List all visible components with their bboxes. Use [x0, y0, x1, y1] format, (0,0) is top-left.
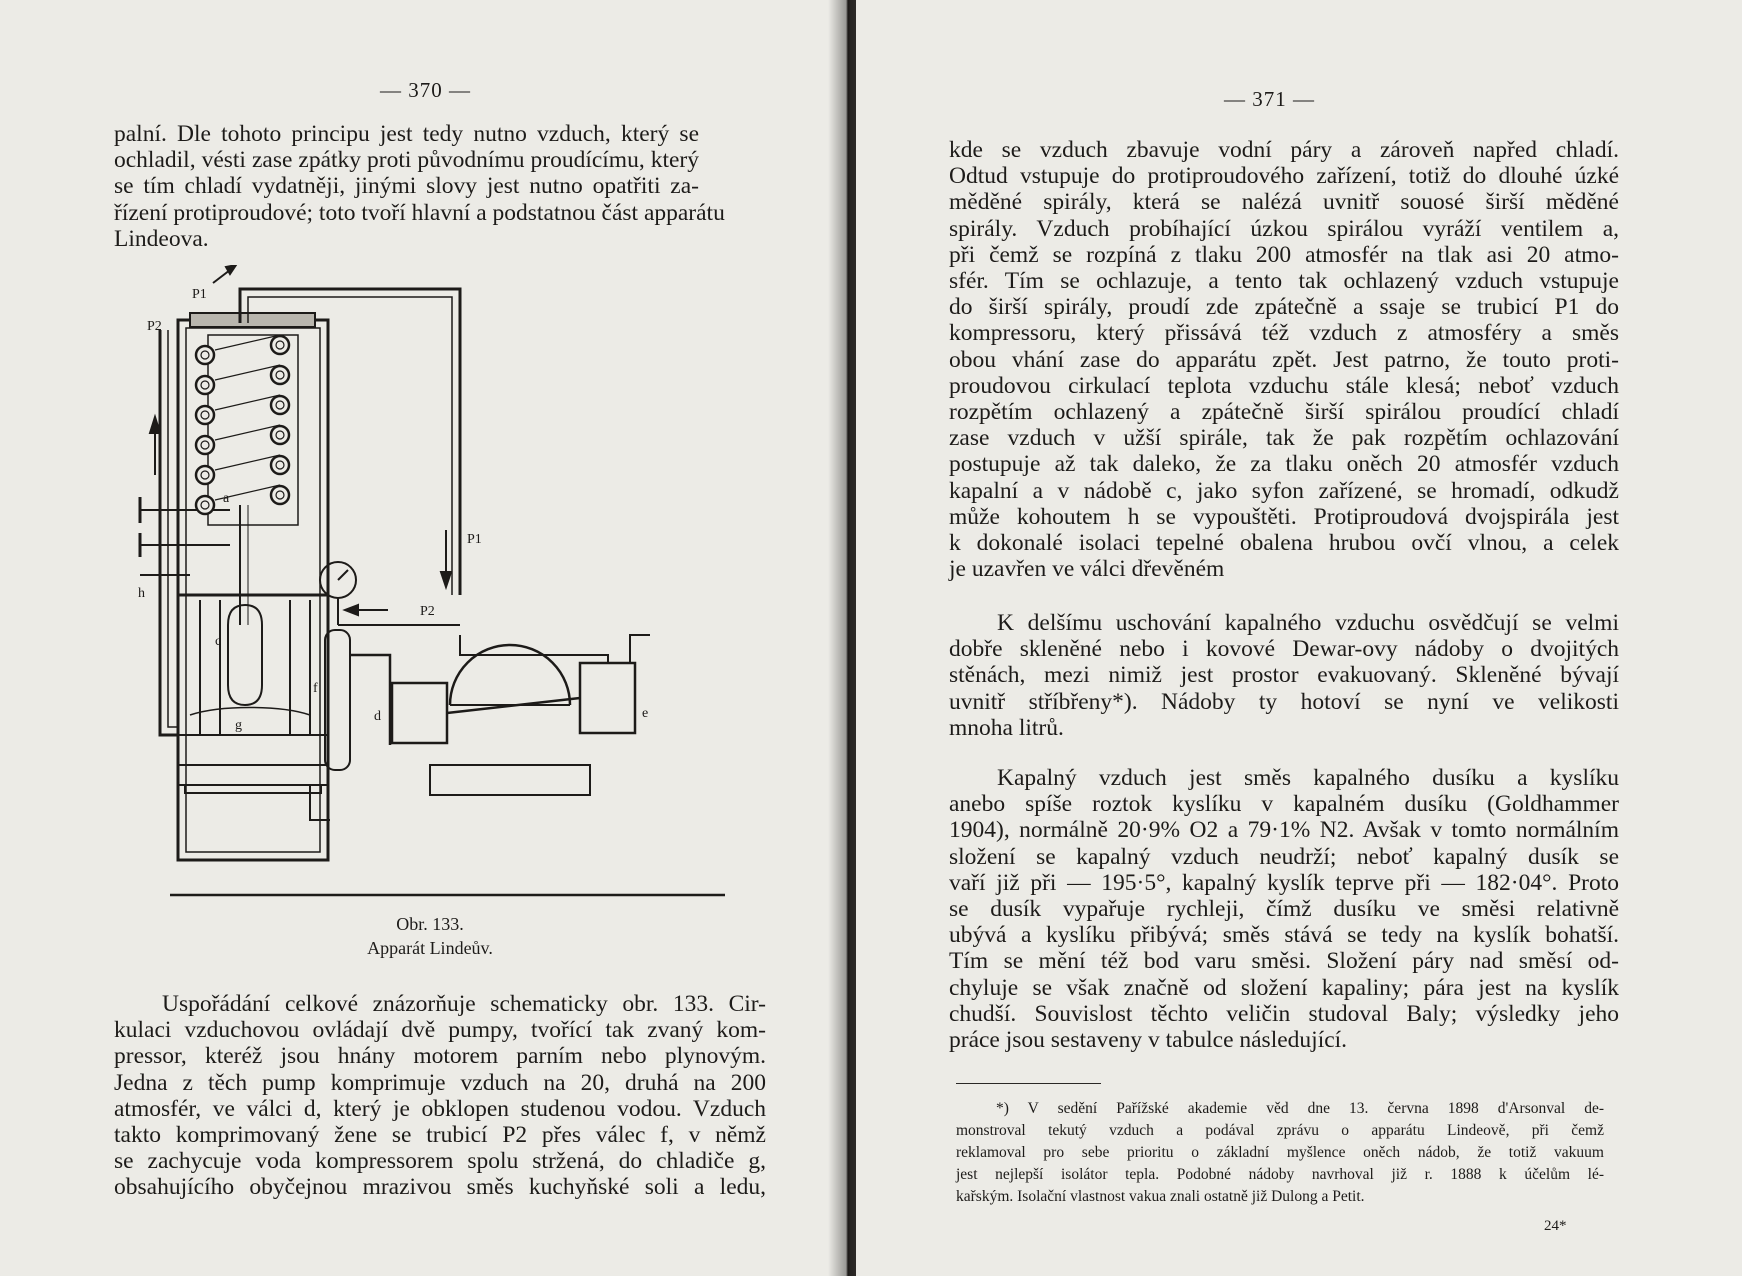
- text-line: je uzavřen ve válci dřevěném: [949, 556, 1225, 583]
- linde-apparatus-figure: [130, 265, 730, 905]
- text-line: 1904), normálně 20·9% O2 a 79·1% N2. Avšak v tomto normálním: [949, 817, 1619, 844]
- text-line: obsahujícího obyčejnou mrazivou směs kuchyňské soli a ledu,: [114, 1174, 766, 1201]
- figure-label-e: e: [642, 706, 649, 721]
- text-line: kulaci vzduchovou ovládají dvě pumpy, tvořící tak zvaný kom-: [114, 1017, 766, 1044]
- footnote-line: reklamoval pro sebe prioritu o základní myšlence oněch nádob, že totiž vakuum: [956, 1144, 1604, 1161]
- page-number-left: — 370 —: [380, 78, 471, 102]
- text-line: sfér. Tím se ochlazuje, a tento tak ochlazený vzduch vstupuje: [949, 268, 1619, 295]
- text-line: při čemž se rozpíná z tlaku 200 atmosfér na tlak asi 20 atmo-: [949, 241, 1619, 268]
- text-line: stěnách, mezi nimiž jest prostor evakuovaný. Skleněné bývají: [949, 662, 1619, 689]
- figure-label-h: h: [138, 586, 145, 601]
- text-line: vaří již při — 195·5°, kapalný kyslík teprve při — 182·04°. Proto: [949, 869, 1619, 896]
- text-line: práce jsou sestaveny v tabulce následující.: [949, 1027, 1348, 1054]
- text-line: mnoha litrů.: [949, 714, 1064, 741]
- left-page: [0, 0, 848, 1276]
- text-line: K delšímu uschování kapalného vzduchu osvědčují se velmi: [997, 610, 1619, 636]
- text-line: měděné spirály, která se nalézá uvnitř souosé širší měděné: [949, 189, 1619, 216]
- text-line: takto komprimovaný žene se trubicí P2 přes válec f, v němž: [114, 1122, 766, 1149]
- text-line: Odtud vstupuje do protiproudového zařízení, totiž do dlouhé úzké: [949, 163, 1619, 190]
- text-line: uvnitř stříbřeny*). Nádoby ty hotoví se nyní ve velikosti: [949, 688, 1619, 715]
- text-line: se tím chladí vydatněji, jinými slovy jest nutno opatřiti za-: [114, 173, 699, 200]
- text-line: dobře skleněné nebo i kovové Dewar-ovy nádoby o dvojitých: [949, 636, 1619, 663]
- text-line: obou vhání zase do apparátu zpět. Jest patrno, že touto proti-: [949, 346, 1619, 373]
- text-line: Tím se mění též bod varu směsi. Složení páry nad směsí od-: [949, 948, 1619, 975]
- signature-mark: 24*: [1544, 1218, 1567, 1234]
- text-line: Uspořádání celkové znázorňuje schematicky obr. 133. Cir-: [162, 991, 766, 1017]
- text-line: chyluje se však značně od složení kapaliny; pára jest na kyslík: [949, 974, 1619, 1001]
- text-line: se zachycuje voda kompressorem spolu stržená, do chladiče g,: [114, 1148, 766, 1175]
- figure-label-a: a: [223, 491, 230, 506]
- text-line: ochladil, vésti zase zpátky proti původnímu proudícímu, který: [114, 147, 699, 174]
- figure-caption-number: Obr. 133.: [396, 914, 464, 934]
- text-line: pressor, kteréž jsou hnány motorem parním nebo plynovým.: [114, 1043, 766, 1070]
- text-line: se dusík vypařuje rychleji, čímž dusíku ve směsi relativně: [949, 896, 1619, 923]
- figure-label-f: f: [313, 681, 318, 696]
- figure-label-g: g: [235, 718, 242, 733]
- text-line: Lindeova.: [114, 225, 209, 252]
- right-page: [856, 0, 1742, 1276]
- figure-label-p1-right: P1: [467, 532, 482, 547]
- figure-label-p2-left: P2: [147, 319, 162, 334]
- right-paragraph-3: [949, 765, 1619, 1053]
- text-line: složení se kapalný vzduch neudrží; neboť kapalný dusík se: [949, 843, 1619, 870]
- text-line: k dokonalé isolaci tepelné obalena hrubou ovčí vlnou, a celek: [949, 530, 1619, 557]
- footnote-line: *) V sedění Pařížské akademie věd dne 13. června 1898 d'Arsonval de-: [996, 1100, 1604, 1117]
- text-line: Jedna z těch pump komprimuje vzduch na 20, druhá na 200: [114, 1069, 766, 1096]
- text-line: atmosfér, ve válci d, který je obklopen studenou vodou. Vzduch: [114, 1095, 766, 1122]
- figure-caption: [330, 912, 530, 960]
- figure-label-c: c: [215, 634, 222, 649]
- text-line: proudovou cirkulací teplota vzduchu stále klesá; neboť vzduch: [949, 372, 1619, 399]
- text-line: spirály. Vzduch probíhající úzkou spirálou vyráží ventilem a,: [949, 215, 1619, 242]
- text-line: anebo spíše roztok kyslíku v kapalném dusíku (Goldhammer: [949, 791, 1619, 818]
- text-line: ubývá a kyslíku přibývá; směs stává se tedy na kyslík bohatší.: [949, 922, 1619, 949]
- text-line: Kapalný vzduch jest směs kapalného dusíku a kyslíku: [997, 765, 1619, 791]
- figure-label-p1-top: P1: [192, 287, 207, 302]
- text-line: do širší spirály, proudí zde zpátečně a ssaje se trubicí P1 do: [949, 294, 1619, 321]
- page-number-right: — 371 —: [1224, 87, 1315, 111]
- text-line: palní. Dle tohoto principu jest tedy nutno vzduch, který se: [114, 121, 699, 147]
- left-bottom-paragraph: [114, 991, 766, 1201]
- right-paragraph-1: [949, 137, 1619, 582]
- text-line: řízení protiproudové; toto tvoří hlavní a podstatnou část apparátu: [114, 199, 725, 226]
- text-line: kde se vzduch zbavuje vodní páry a zároveň napřed chladí.: [949, 137, 1619, 163]
- footnote-line: kařským. Isolační vlastnost vakua znali ostatně již Dulong a Petit.: [956, 1188, 1365, 1205]
- text-line: kapalní a v nádobě c, jako syfon zařízené, se hromadí, odkudž: [949, 477, 1619, 504]
- footnote-rule: [956, 1083, 1101, 1084]
- footnote-line: jest nejlepší isolátor tepla. Podobné nádoby navrhoval již r. 1888 k účelům lé-: [956, 1166, 1604, 1183]
- text-line: postupuje až tak daleko, že za tlaku oněch 20 atmosfér vzduch: [949, 451, 1619, 478]
- text-line: může kohoutem h se vypouštěti. Protiproudová dvojspirála jest: [949, 503, 1619, 530]
- figure-caption-title: Apparát Lindeův.: [367, 938, 493, 958]
- right-paragraph-2: [949, 610, 1619, 741]
- text-line: kompressoru, který přissává též vzduch z atmosféry a směs: [949, 320, 1619, 347]
- text-line: zase vzduch v užší spirále, tak že pak rozpětím ochlazování: [949, 425, 1619, 452]
- figure-label-d: d: [374, 709, 381, 724]
- text-line: rozpětím ochlazený a zpátečně širší spirálou proudící chladí: [949, 399, 1619, 426]
- left-top-paragraph: [114, 121, 725, 252]
- figure-label-p2-mid: P2: [420, 604, 435, 619]
- footnote-line: monstroval tekutý vzduch a podával zprávu o apparátu Lindeově, při čemž: [956, 1122, 1604, 1139]
- text-line: chudší. Souvislost těchto veličin studoval Baly; výsledky jeho: [949, 1000, 1619, 1027]
- footnote: [956, 1098, 1604, 1208]
